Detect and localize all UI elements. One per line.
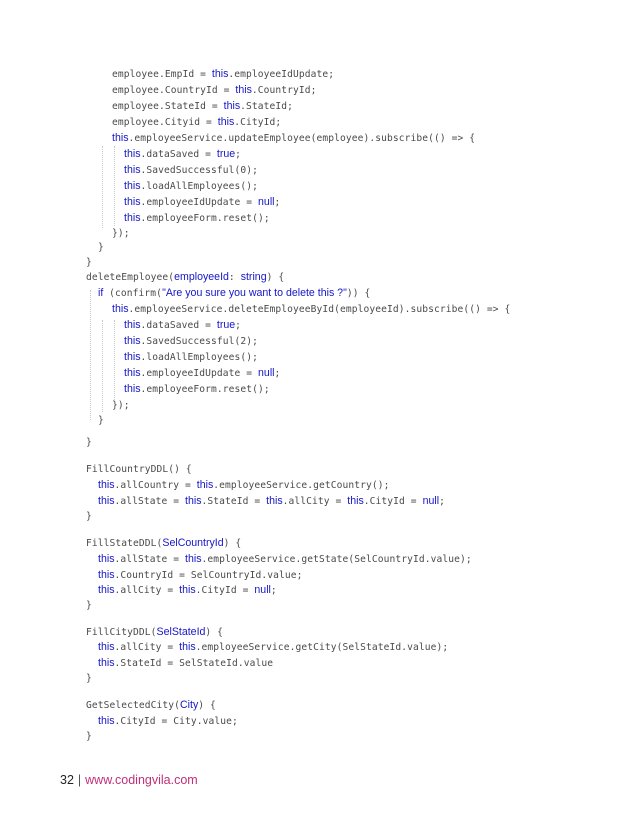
code-keyword: if [98, 287, 104, 299]
code-line [98, 583, 277, 598]
code-keyword: this [124, 383, 141, 395]
code-keyword: this [179, 641, 196, 653]
code-text: )) { [346, 288, 371, 299]
code-text: ) { [205, 627, 224, 638]
code-line [98, 413, 104, 428]
code-line [86, 698, 216, 713]
code-text: .dataSaved = [140, 149, 217, 160]
code-keyword: this [185, 495, 202, 507]
code-line [98, 240, 104, 255]
code-keyword: this [235, 84, 252, 96]
code-keyword: SelStateId [156, 626, 206, 638]
code-text: .allCity = [114, 642, 180, 653]
code-keyword: this [217, 116, 235, 128]
code-keyword: this [266, 495, 283, 507]
code-text: FillStateDDL( [86, 538, 163, 549]
website-link[interactable]: www.codingvila.com [85, 773, 198, 787]
code-line [86, 255, 92, 270]
indent-guide [114, 320, 115, 400]
code-text: .allCity = [114, 585, 180, 596]
code-text: ; [274, 368, 281, 379]
code-keyword: this [223, 100, 241, 112]
code-keyword: this [98, 641, 115, 653]
code-keyword: string [240, 271, 267, 283]
code-text: } [86, 673, 92, 684]
code-line [112, 302, 510, 317]
code-text: .allCity = [282, 496, 348, 507]
code-text: } [98, 415, 104, 426]
code-text: ) { [266, 272, 285, 283]
code-text: } [86, 511, 92, 522]
code-line [86, 435, 92, 450]
code-text: .StateId = [201, 496, 267, 507]
page-footer [60, 772, 198, 788]
code-keyword: this [98, 553, 115, 565]
code-text: } [86, 437, 92, 448]
code-text: } [86, 257, 92, 268]
code-line [112, 226, 130, 241]
code-line [98, 656, 273, 671]
code-text: ) { [223, 538, 242, 549]
code-line [112, 131, 475, 146]
code-keyword: this [179, 584, 196, 596]
code-keyword: this [124, 335, 141, 347]
code-text: .loadAllEmployees(); [140, 181, 259, 192]
code-keyword: this [124, 351, 141, 363]
code-keyword: this [124, 212, 141, 224]
code-keyword: true [216, 148, 236, 160]
code-keyword: true [216, 319, 236, 331]
code-line [124, 195, 280, 210]
code-text: .allState = [114, 496, 186, 507]
code-text: (confirm( [103, 288, 163, 299]
indent-guide [102, 320, 103, 412]
code-text: .CityId; [234, 117, 282, 128]
code-text: } [86, 600, 92, 611]
code-line [98, 494, 445, 509]
code-text: .employeeForm.reset(); [140, 384, 270, 395]
code-line [86, 598, 92, 613]
code-line [86, 671, 92, 686]
code-line [124, 350, 258, 365]
code-line [112, 398, 130, 413]
code-keyword: this [98, 495, 115, 507]
code-text: employee.StateId = [112, 101, 224, 112]
code-text: .loadAllEmployees(); [140, 352, 259, 363]
code-line [124, 334, 258, 349]
code-text: FillCountryDDL() { [86, 464, 192, 475]
code-line [86, 536, 241, 551]
code-keyword: this [98, 569, 115, 581]
code-line [86, 729, 92, 744]
code-keyword: this [98, 715, 115, 727]
code-text: .allCountry = [114, 480, 197, 491]
code-line [124, 147, 241, 162]
code-text: .dataSaved = [140, 320, 217, 331]
footer-separator: | [77, 773, 82, 787]
code-line [98, 714, 238, 729]
code-text: }); [112, 228, 130, 239]
code-keyword: this [98, 479, 115, 491]
code-text: .allState = [114, 554, 186, 565]
code-line [86, 509, 92, 524]
code-keyword: this [124, 319, 141, 331]
code-line [112, 67, 334, 82]
code-text: .CityId = [195, 585, 255, 596]
code-text: ; [270, 585, 277, 596]
code-line [124, 366, 280, 381]
code-keyword: this [124, 367, 141, 379]
code-keyword: City [180, 699, 199, 711]
code-text: ; [235, 149, 242, 160]
code-line [86, 270, 284, 285]
code-text: .employeeIdUpdate = [140, 368, 259, 379]
code-line [124, 382, 270, 397]
indent-guide [90, 290, 91, 420]
code-text: ) { [198, 700, 216, 711]
code-text: .SavedSuccessful(0); [140, 165, 259, 176]
code-text: ; [274, 197, 281, 208]
code-line [112, 99, 293, 114]
code-keyword: this [124, 148, 141, 160]
code-text: employee.Cityid = [112, 117, 218, 128]
code-text: employee.EmpId = [112, 69, 212, 80]
code-text: .employeeService.getCountry(); [213, 480, 390, 491]
code-text: employee.CountryId = [112, 85, 236, 96]
code-line [98, 478, 390, 493]
code-text: .employeeService.getCity(SelStateId.value); [195, 642, 449, 653]
code-keyword: this [124, 180, 141, 192]
code-text: .CountryId; [251, 85, 317, 96]
code-text: GetSelectedCity( [86, 700, 181, 711]
code-keyword: null [422, 495, 440, 507]
code-keyword: this [185, 553, 202, 565]
code-text: .employeeService.deleteEmployeeById(employeeId).subscribe(() => { [128, 304, 511, 315]
code-text: ; [235, 320, 242, 331]
code-text: .employeeService.updateEmployee(employee).subscribe(() => { [128, 133, 476, 144]
code-line [112, 83, 317, 98]
code-text: .StateId; [240, 101, 294, 112]
code-keyword: this [112, 303, 129, 315]
code-keyword: this [211, 68, 229, 80]
code-text: .employeeIdUpdate = [140, 197, 259, 208]
code-line [124, 318, 241, 333]
indent-guide [102, 146, 103, 228]
code-string: "Are you sure you want to delete this ?" [162, 287, 347, 299]
code-keyword: employeeId [174, 271, 229, 283]
code-line [124, 179, 258, 194]
page-number: 32 [60, 773, 74, 787]
code-text: .CityId = City.value; [114, 716, 238, 727]
code-keyword: this [347, 495, 364, 507]
code-text: .employeeForm.reset(); [140, 213, 270, 224]
code-line [124, 163, 258, 178]
code-text: .CountryId = SelCountryId.value; [114, 570, 303, 581]
code-keyword: this [124, 196, 141, 208]
code-text: deleteEmployee( [86, 272, 175, 283]
code-text: .CityId = [363, 496, 423, 507]
code-line [112, 115, 281, 130]
code-line [98, 286, 370, 301]
code-text: }); [112, 400, 130, 411]
code-keyword: this [98, 584, 115, 596]
code-text: FillCityDDL( [86, 627, 157, 638]
code-text: } [86, 731, 92, 742]
code-line [98, 568, 303, 583]
code-line [98, 640, 448, 655]
code-line [86, 625, 223, 640]
code-keyword: null [258, 367, 275, 379]
code-keyword: null [258, 196, 275, 208]
code-text: ; [439, 496, 445, 507]
indent-guide [114, 146, 115, 226]
code-keyword: this [98, 657, 115, 669]
code-line [124, 211, 270, 226]
code-keyword: SelCountryId [162, 537, 224, 549]
code-text: .employeeService.getState(SelCountryId.value); [201, 554, 472, 565]
code-keyword: null [254, 584, 271, 596]
code-text: .StateId = SelStateId.value [114, 658, 274, 669]
code-text: } [98, 242, 104, 253]
code-text: : [228, 272, 241, 283]
code-keyword: this [124, 164, 141, 176]
code-keyword: this [196, 479, 214, 491]
code-keyword: this [112, 132, 129, 144]
code-text: .employeeIdUpdate; [228, 69, 335, 80]
code-text: .SavedSuccessful(2); [140, 336, 259, 347]
code-line [86, 462, 192, 477]
code-line [98, 552, 472, 567]
